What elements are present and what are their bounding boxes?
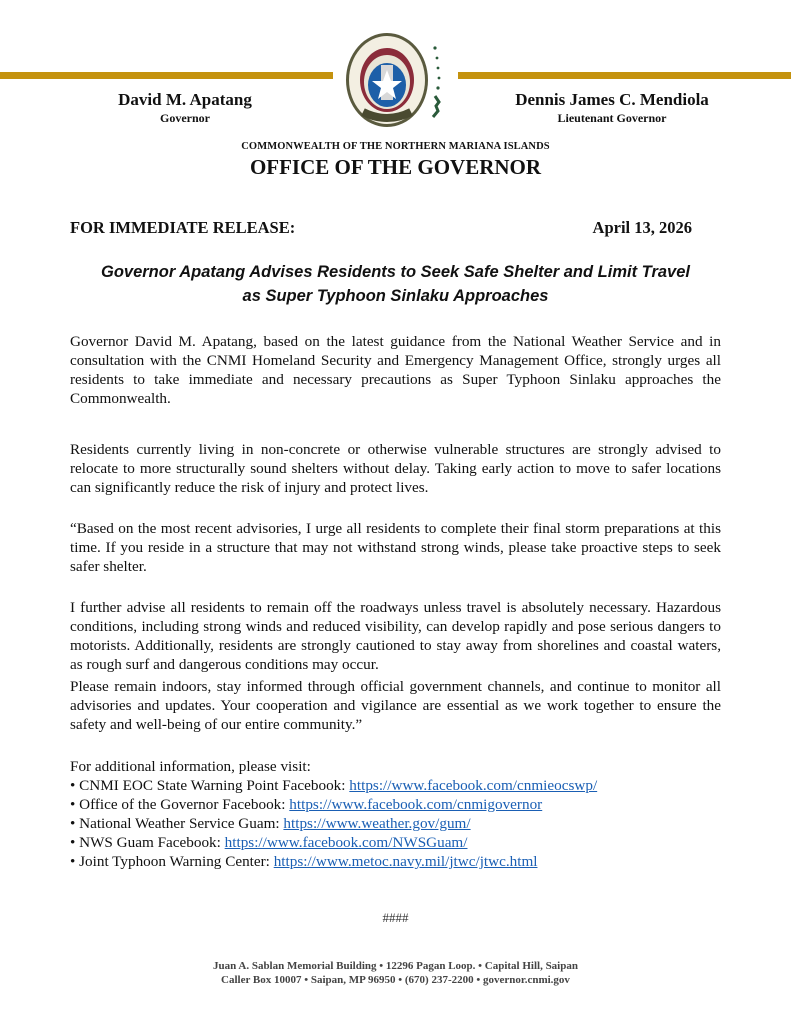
resource-link-governor-facebook[interactable]: https://www.facebook.com/cnmigovernor bbox=[289, 796, 543, 813]
body-paragraph: Residents currently living in non-concrete or otherwise vulnerable structures are strongly advised to relocate to more structurally sound shelters without delay. Taking early action to move to safer locations can significantly reduce the risk of injury and protect lives. bbox=[70, 441, 721, 496]
resource-item bbox=[70, 833, 721, 852]
resource-item bbox=[70, 795, 721, 814]
office-title: OFFICE OF THE GOVERNOR bbox=[249, 155, 542, 179]
bullet-icon: • bbox=[70, 815, 76, 832]
headline-line-1: Governor Apatang Advises Residents to Seek Safe Shelter and Limit Travel bbox=[101, 263, 690, 281]
resource-item bbox=[70, 776, 721, 795]
resource-link-cnmi-eoc[interactable]: https://www.facebook.com/cnmieocswp/ bbox=[349, 777, 598, 794]
cnmi-official-seal-icon bbox=[343, 30, 447, 130]
commonwealth-heading: COMMONWEALTH OF THE NORTHERN MARIANA ISLANDS bbox=[241, 141, 550, 152]
release-label: FOR IMMEDIATE RELEASE: bbox=[70, 218, 296, 237]
quote-paragraph: “Based on the most recent advisories, I urge all residents to complete their final storm preparations at this time. If you reside in a structure that may not withstand strong winds, please take proactive steps to seek safer shelter. bbox=[70, 520, 721, 575]
governor-name: David M. Apatang bbox=[118, 90, 252, 109]
resources-list bbox=[70, 757, 721, 871]
bullet-icon: • bbox=[70, 853, 76, 870]
resource-item bbox=[70, 852, 721, 871]
resource-label: NWS Guam Facebook: bbox=[79, 834, 221, 851]
quote-paragraph: Please remain indoors, stay informed through official government channels, and continue to monitor all advisories and updates. Your cooperation and vigilance are essential as we work together to ensure the safety and well-being of our entire community.” bbox=[70, 678, 721, 733]
header-gold-rule-left bbox=[0, 72, 333, 79]
quote-paragraph: I further advise all residents to remain off the roadways unless travel is absolutely necessary. Hazardous conditions, including strong winds and reduced visibility, can develop rapidly and pose serious dangers to motorists. Additionally, residents are strongly cautioned to stay away from shorelines and coastal waters, as rough surf and dangerous conditions may occur. bbox=[70, 599, 721, 673]
lieutenant-governor-name: Dennis James C. Mendiola bbox=[515, 90, 709, 109]
governor-title: Governor bbox=[160, 111, 210, 125]
footer-line-2: Caller Box 10007 • Saipan, MP 96950 • (670) 237-2200 • governor.cnmi.gov bbox=[221, 974, 570, 986]
resource-link-jtwc[interactable]: https://www.metoc.navy.mil/jtwc/jtwc.html bbox=[273, 853, 538, 870]
body-paragraph: Governor David M. Apatang, based on the latest guidance from the National Weather Service and in consultation with the CNMI Homeland Security and Emergency Management Office, strongly urges all residents to take immediate and necessary precautions as Super Typhoon Sinlaku approaches the Commonwealth. bbox=[70, 333, 721, 407]
headline-line-2: as Super Typhoon Sinlaku Approaches bbox=[242, 287, 549, 305]
lieutenant-governor-title: Lieutenant Governor bbox=[557, 111, 667, 125]
release-date: April 13, 2026 bbox=[592, 218, 692, 237]
resource-link-nws-guam[interactable]: https://www.weather.gov/gum/ bbox=[283, 815, 471, 832]
press-release-headline bbox=[70, 260, 721, 308]
resource-label: Joint Typhoon Warning Center: bbox=[79, 853, 270, 870]
governor-block bbox=[90, 90, 280, 126]
bullet-icon: • bbox=[70, 777, 76, 794]
bullet-icon: • bbox=[70, 834, 76, 851]
resources-intro: For additional information, please visit: bbox=[70, 758, 311, 775]
lieutenant-governor-block bbox=[492, 90, 732, 126]
footer-line-1: Juan A. Sablan Memorial Building • 12296 Pagan Loop. • Capital Hill, Saipan bbox=[213, 960, 578, 972]
header-gold-rule-right bbox=[458, 72, 791, 79]
resource-label: National Weather Service Guam: bbox=[79, 815, 280, 832]
footer-address bbox=[0, 959, 791, 987]
resource-item bbox=[70, 814, 721, 833]
resource-label: Office of the Governor Facebook: bbox=[79, 796, 286, 813]
resource-link-nws-guam-facebook[interactable]: https://www.facebook.com/NWSGuam/ bbox=[224, 834, 468, 851]
end-of-release-mark: #### bbox=[382, 910, 409, 925]
resource-label: CNMI EOC State Warning Point Facebook: bbox=[79, 777, 346, 794]
bullet-icon: • bbox=[70, 796, 76, 813]
